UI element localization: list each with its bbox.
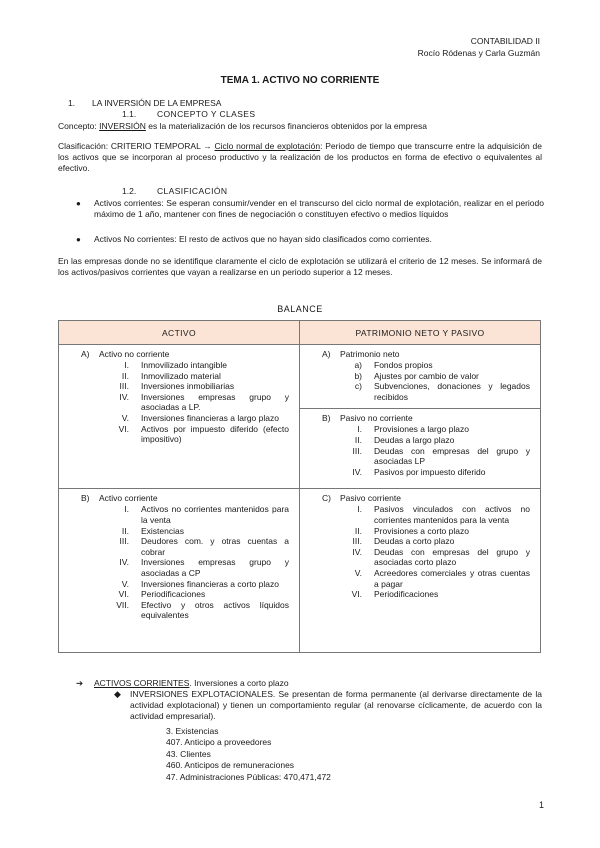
list-item: Inversiones financieras a largo plazo bbox=[141, 412, 279, 423]
list-item: Fondos propios bbox=[374, 360, 433, 370]
clasificacion-paragraph: Clasificación: CRITERIO TEMPORAL → Ciclo normal de explotación: Periodo de tiempo que transcurre entre la adquisición de los activos que se incorporan al proceso productivo y la realización de los productos en forma de efectivo o equivalentes al efectivo. bbox=[58, 141, 542, 173]
list-item: Efectivo y otros activos líquidos equivalentes bbox=[141, 599, 289, 621]
list-item: Deudores com. y otras cuentas a cobrar bbox=[141, 536, 289, 557]
pasivo-corriente-group: C) Pasivo corriente I. Pasivos vinculados con activos no corrientes mantenidos para la venta II. Provisiones a corto plazo III. Deudas a corto plazo IV. Deudas con empresas del grupo y asociadas corto plazo V. Acreedores comerciales y otras cuentas a pagar VI. Periodificaciones bbox=[322, 493, 534, 599]
list-item: Deudas a corto plazo bbox=[374, 536, 455, 547]
section-1-1-heading: CONCEPTO Y CLASES bbox=[157, 109, 256, 119]
activo-no-corriente-cell bbox=[59, 345, 300, 489]
section-1-2-heading: CLASIFICACIÓN bbox=[157, 186, 228, 196]
list-item: Inmovilizado intangible bbox=[141, 360, 227, 370]
course-name: CONTABILIDAD II bbox=[470, 36, 540, 46]
list-item: Deudas a largo plazo bbox=[374, 434, 455, 445]
section-1-number: 1. bbox=[68, 98, 76, 108]
bullet-icon: ● bbox=[76, 235, 81, 244]
list-item: Pasivos por impuesto diferido bbox=[374, 466, 486, 477]
account-item: 407. Anticipo a proveedores bbox=[166, 737, 272, 747]
pasivo-no-corriente-group: B) Pasivo no corriente I. Provisiones a largo plazo II. Deudas a largo plazo III. Deudas con empresas del grupo y asociadas LP IV. Pasivos por impuesto diferido bbox=[322, 413, 534, 477]
list-item: Provisiones a corto plazo bbox=[374, 525, 469, 536]
list-item: Inversiones inmobiliarias bbox=[141, 381, 235, 392]
list-item: Inversiones empresas grupo y asociadas a CP bbox=[141, 557, 289, 578]
ciclo-term: Ciclo normal de explotación bbox=[214, 141, 321, 151]
list-item: Deudas con empresas del grupo y asociadas LP bbox=[374, 445, 530, 467]
activo-corriente-cell bbox=[59, 489, 300, 653]
page-number: 1 bbox=[538, 800, 544, 810]
inversiones-explotacionales-paragraph: INVERSIONES EXPLOTACIONALES. Se presentan de forma permanente (al derivarse directamente de la actividad explotacional) y tienen un comportamiento regular (al renovarse cíclicamente, de acuerdo con la actividad empresarial). bbox=[130, 689, 542, 721]
pasivo-corriente-cell bbox=[300, 489, 541, 653]
list-item: Acreedores comerciales y otras cuentas a pagar bbox=[374, 567, 530, 589]
balance-table bbox=[58, 320, 541, 653]
patrimonio-neto-group: A) Patrimonio neto a) Fondos propios b) Ajustes por cambio de valor c) Subvenciones, donaciones y legados recibidos bbox=[322, 349, 534, 402]
list-item: Activos por impuesto diferido (efecto impositivo) bbox=[141, 423, 289, 445]
activos-corrientes-line: ACTIVOS CORRIENTES. Inversiones a corto plazo bbox=[94, 678, 289, 688]
document-title: TEMA 1. ACTIVO NO CORRIENTE bbox=[220, 75, 380, 86]
list-item: Ajustes por cambio de valor bbox=[374, 370, 479, 381]
column-header-pasivo: PATRIMONIO NETO Y PASIVO bbox=[300, 321, 541, 345]
account-item: 43. Clientes bbox=[166, 749, 211, 759]
bullet-activos-corrientes: Activos corrientes: Se esperan consumir/vender en el transcurso del ciclo normal de explotación, realizar en el periodo máximo de 1 año, mantener con fines de negociación o constituyen efectivo o medios líquidos bbox=[94, 198, 544, 219]
section-1-heading: LA INVERSIÓN DE LA EMPRESA bbox=[92, 98, 222, 108]
list-item: Deudas con empresas del grupo y asociadas corto plazo bbox=[374, 546, 530, 568]
authors: Rocío Ródenas y Carla Guzmán bbox=[417, 47, 540, 58]
list-item: Inversiones financieras a corto plazo bbox=[141, 578, 279, 589]
page-header bbox=[418, 36, 540, 59]
bullet-icon: ● bbox=[76, 199, 81, 208]
inversion-term: INVERSIÓN bbox=[99, 121, 146, 131]
list-item: Pasivos vinculados con activos no corrientes mantenidos para la venta bbox=[374, 504, 530, 525]
patrimonio-neto-cell bbox=[300, 345, 541, 409]
list-item: Periodificaciones bbox=[141, 589, 206, 600]
list-item: Inversiones empresas grupo y asociadas a LP. bbox=[141, 391, 289, 413]
concepto-line: Concepto: INVERSIÓN es la materialización de los recursos financieros obtenidos por la empresa bbox=[58, 121, 428, 131]
pasivo-no-corriente-cell bbox=[300, 409, 541, 489]
activo-no-corriente-group: A) Activo no corriente I. Inmovilizado intangible II. Inmovilizado material III. Inversiones inmobiliarias IV. Inversiones empresas grupo y asociadas a LP. V. Inversiones financieras a largo plazo VI. Activos por impuesto diferido (efecto impositivo) bbox=[81, 349, 293, 445]
list-item: Provisiones a largo plazo bbox=[374, 424, 469, 435]
list-item: Periodificaciones bbox=[374, 589, 439, 600]
account-item: 460. Anticipos de remuneraciones bbox=[166, 760, 295, 770]
activo-corriente-group: B) Activo corriente I. Activos no corrientes mantenidos para la venta II. Existencias III. Deudores com. y otras cuentas a cobrar IV. Inversiones empresas grupo y asociadas a CP V. Inversiones financieras a corto plazo VI. Periodificaciones VII. Efectivo y otros activos líquidos equivalentes bbox=[81, 493, 293, 621]
balance-title: BALANCE bbox=[277, 304, 323, 314]
list-item: Inmovilizado material bbox=[141, 370, 221, 381]
list-item: Activos no corrientes mantenidos para la venta bbox=[141, 504, 289, 525]
criterio-paragraph: En las empresas donde no se identifique claramente el ciclo de explotación se utilizará el criterio de 12 meses. Se informará de los activos/pasivos corrientes que vayan a realizarse en un periodo superior a 12 meses. bbox=[58, 256, 542, 277]
section-1-2-number: 1.2. bbox=[122, 186, 137, 196]
account-item: 3. Existencias bbox=[166, 726, 219, 736]
bullet-activos-no-corrientes: Activos No corrientes: El resto de activos que no hayan sido clasificados como corrientes. bbox=[94, 234, 432, 244]
list-item: Existencias bbox=[141, 525, 184, 536]
section-1-1-number: 1.1. bbox=[122, 109, 137, 119]
account-item: 47. Administraciones Públicas: 470,471,472 bbox=[166, 772, 331, 782]
diamond-icon: ◆ bbox=[114, 689, 121, 699]
arrow-icon: ➔ bbox=[76, 678, 84, 688]
column-header-activo: ACTIVO bbox=[59, 321, 300, 345]
list-item: Subvenciones, donaciones y legados recibidos bbox=[374, 381, 530, 402]
